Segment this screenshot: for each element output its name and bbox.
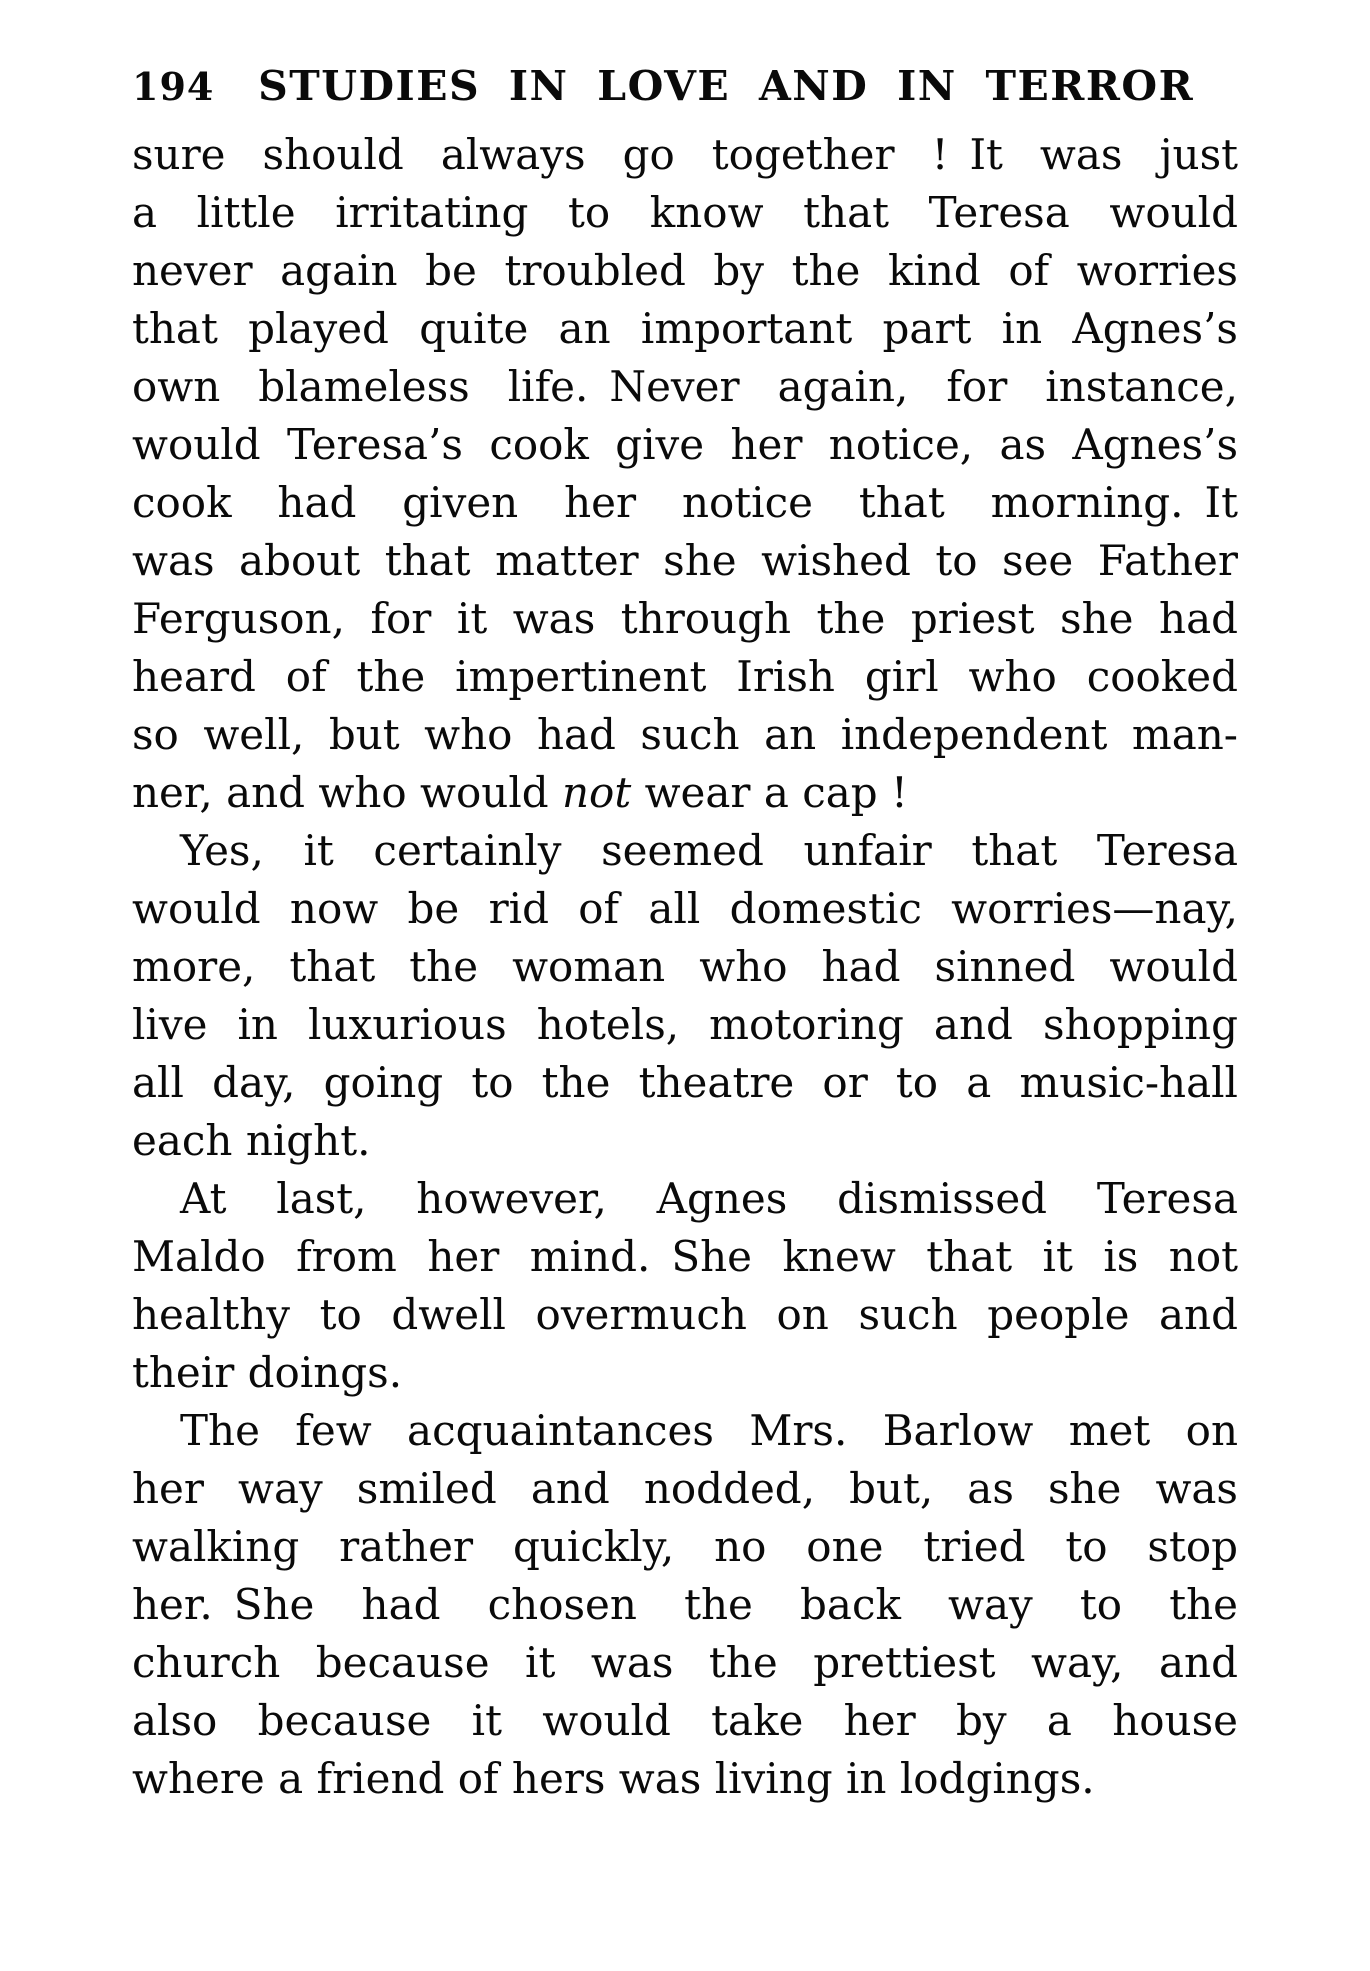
- text-line: [132, 300, 1238, 358]
- text-segment: Ferguson, for it was through the priest she had: [132, 594, 1238, 643]
- text-line: [132, 1634, 1238, 1692]
- paragraph: [132, 126, 1238, 822]
- text-segment: her. She had chosen the back way to the: [132, 1580, 1238, 1629]
- page-number: 194: [132, 64, 215, 109]
- text-segment: her way smiled and nodded, but, as she was: [132, 1464, 1238, 1513]
- text-line: [132, 822, 1238, 880]
- text-segment: walking rather quickly, no one tried to stop: [132, 1522, 1238, 1571]
- text-line: [132, 358, 1238, 416]
- text-segment: sure should always go together ! It was just: [132, 130, 1238, 179]
- text-line: [132, 1402, 1238, 1460]
- text-segment: heard of the impertinent Irish girl who cooked: [132, 652, 1238, 701]
- text-segment: never again be troubled by the kind of worries: [132, 246, 1238, 295]
- page-body: [132, 126, 1238, 1808]
- text-line: [132, 1692, 1238, 1750]
- text-segment: At last, however, Agnes dismissed Teresa: [180, 1174, 1238, 1223]
- text-line: [132, 242, 1238, 300]
- text-line: [132, 706, 1238, 764]
- text-segment: healthy to dwell overmuch on such people and: [132, 1290, 1238, 1339]
- running-head: [132, 62, 1238, 110]
- text-segment: where a friend of hers was living in lodgings.: [132, 1754, 1095, 1803]
- text-line: [132, 1112, 1238, 1170]
- paragraph: [132, 1170, 1238, 1402]
- text-line: [132, 1576, 1238, 1634]
- text-segment: would now be rid of all domestic worries—nay,: [132, 884, 1238, 933]
- text-line: [132, 532, 1238, 590]
- text-line: [132, 648, 1238, 706]
- text-line: [132, 590, 1238, 648]
- text-line: [132, 1228, 1238, 1286]
- text-line: [132, 764, 1238, 822]
- text-line: [132, 184, 1238, 242]
- text-line: [132, 1518, 1238, 1576]
- text-line: [132, 416, 1238, 474]
- text-line: [132, 1460, 1238, 1518]
- text-line: [132, 1054, 1238, 1112]
- text-line: [132, 880, 1238, 938]
- text-segment: wear a cap !: [631, 768, 908, 817]
- text-segment: would Teresa’s cook give her notice, as Agnes’s: [132, 420, 1238, 469]
- text-segment: Maldo from her mind. She knew that it is not: [132, 1232, 1238, 1281]
- running-title: STUDIES IN LOVE AND IN TERROR: [258, 62, 1195, 110]
- text-segment: all day, going to the theatre or to a music-hall: [132, 1058, 1238, 1107]
- text-line: [132, 996, 1238, 1054]
- text-segment: Yes, it certainly seemed unfair that Teresa: [180, 826, 1238, 875]
- text-segment: each night.: [132, 1116, 371, 1165]
- text-segment: more, that the woman who had sinned would: [132, 942, 1238, 991]
- text-line: [132, 1750, 1238, 1808]
- text-segment: The few acquaintances Mrs. Barlow met on: [180, 1406, 1238, 1455]
- text-segment: was about that matter she wished to see Father: [132, 536, 1238, 585]
- text-line: [132, 1344, 1238, 1402]
- text-segment: also because it would take her by a house: [132, 1696, 1238, 1745]
- text-segment: their doings.: [132, 1348, 403, 1397]
- text-line: [132, 474, 1238, 532]
- text-line: [132, 126, 1238, 184]
- paragraph: [132, 1402, 1238, 1808]
- text-segment: own blameless life. Never again, for instance,: [132, 362, 1238, 411]
- emphasized-text: not: [562, 768, 632, 817]
- paragraph: [132, 822, 1238, 1170]
- text-segment: so well, but who had such an independent man-: [132, 710, 1238, 759]
- text-segment: ner, and who would: [132, 768, 562, 817]
- text-segment: that played quite an important part in Agnes’s: [132, 304, 1238, 353]
- text-segment: cook had given her notice that morning. It: [132, 478, 1238, 527]
- text-segment: church because it was the prettiest way, and: [132, 1638, 1238, 1687]
- text-segment: a little irritating to know that Teresa would: [132, 188, 1238, 237]
- text-segment: live in luxurious hotels, motoring and shopping: [132, 1000, 1238, 1049]
- text-line: [132, 938, 1238, 996]
- text-line: [132, 1170, 1238, 1228]
- text-line: [132, 1286, 1238, 1344]
